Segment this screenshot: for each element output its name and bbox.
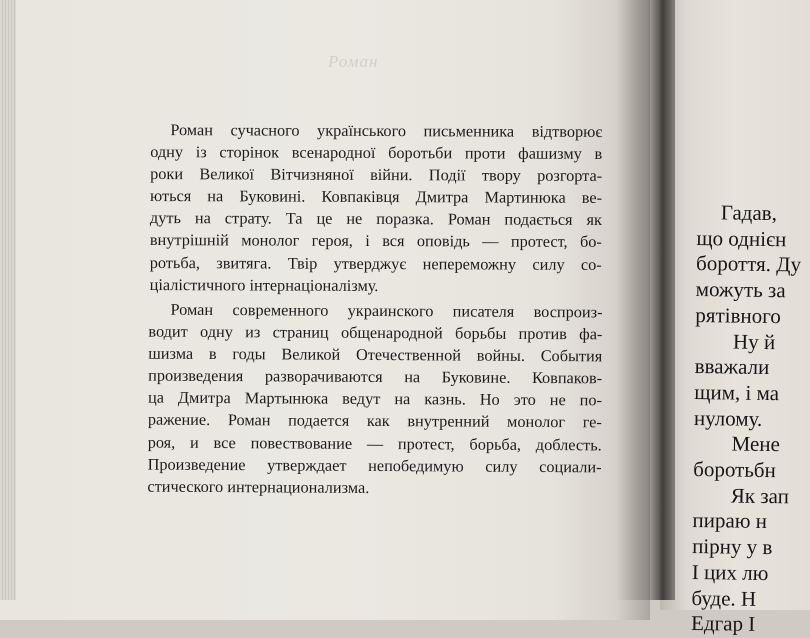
text-line: Роман сучасного українського письменника відтворює	[170, 120, 603, 141]
text-line: ротьба, звитяга. Твір утверджує непереможну силу со-	[149, 252, 602, 274]
text-line: Ну й	[732, 329, 776, 354]
text-line: ціалістичного інтернаціоналізму.	[149, 274, 379, 295]
text-line: бороття. Ду	[695, 251, 802, 277]
text-line: ца Дмитра Мартынюка ведут на казнь. Но это не по-	[147, 387, 603, 410]
text-line: Як зап	[730, 483, 790, 509]
text-line: можуть за	[695, 277, 786, 303]
text-line: Гадав,	[720, 200, 778, 226]
text-line: вважали	[694, 354, 770, 380]
text-line: боротьбн	[693, 457, 776, 483]
text-line: одну із сторінок всенародної боротьби проти фашизму в	[150, 142, 603, 164]
book-gutter-shadow	[615, 0, 675, 600]
russian-annotation-paragraph	[147, 299, 602, 501]
page-edge-stack	[0, 0, 16, 600]
text-line: щим, і ма	[694, 379, 780, 406]
text-line: роя, и все повествование — протест, борьба, доблесть.	[147, 432, 602, 454]
text-line: водит одну из страниц общенародной борьбы против фа-	[148, 321, 603, 344]
right-page-text	[691, 200, 802, 638]
text-line: роки Великої Вітчизняної війни. Події твору розгорта-	[150, 164, 603, 186]
text-line: стического интернационализма.	[147, 476, 370, 497]
text-line: пираю н	[692, 508, 768, 534]
text-line: Едгар І	[690, 611, 756, 637]
text-line: дуть на страту. Та це не поразка. Роман подається як	[149, 208, 602, 230]
text-line: що однієн	[696, 225, 787, 251]
text-line: буде. Н	[691, 585, 757, 611]
text-line: Произведение утверждает непобедимую силу социали-	[147, 454, 602, 477]
text-line: Роман современного украинского писателя воспроиз-	[170, 299, 603, 322]
text-line: пірну у в	[691, 534, 773, 560]
text-line: ражение. Роман подается как внутренний монолог ге-	[147, 410, 602, 432]
text-line: Мене	[731, 431, 781, 457]
text-line: внутрішній монолог героя, і вся оповідь — протест, бо-	[149, 230, 602, 252]
text-line: нулому.	[693, 405, 763, 431]
text-line: І цих лю	[691, 559, 769, 585]
faint-page-header: Роман	[328, 52, 379, 71]
text-line: рятівного	[695, 302, 781, 328]
ukrainian-annotation-paragraph	[150, 119, 603, 298]
text-line: произведения разворачиваются на Буковине. Ковпаков-	[148, 365, 603, 388]
text-line: шизма в годы Великой Отечественной войны. События	[148, 343, 603, 366]
text-line: ються на Буковині. Ковпаківця Дмитра Мартинюка ве-	[150, 186, 603, 208]
